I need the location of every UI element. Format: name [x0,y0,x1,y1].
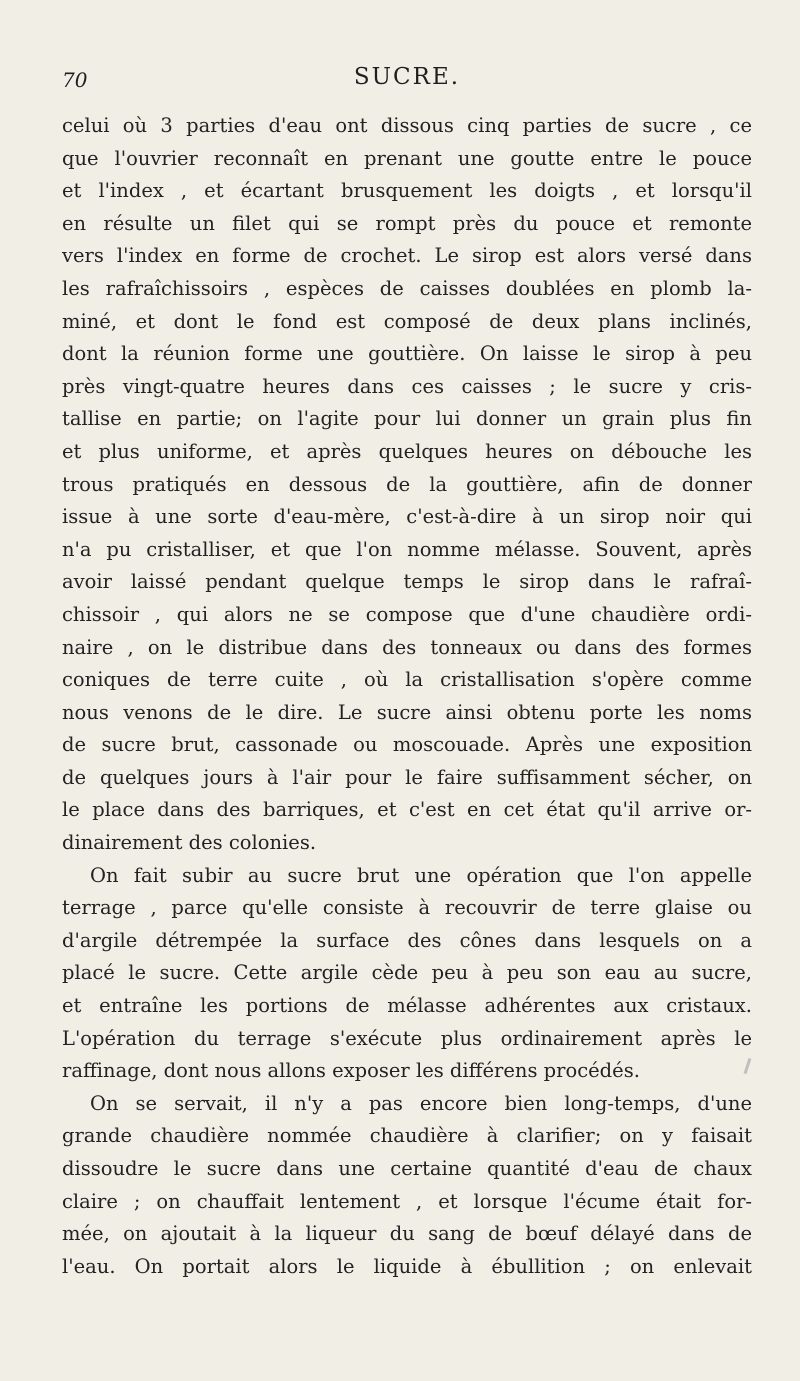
paragraph-start-line: On fait subir au sucre brut une opération que l'on appelle [90,863,752,887]
text-line: nous venons de le dire. Le sucre ainsi obtenu porte les noms [62,700,752,724]
text-line: et l'index , et écartant brusquement les doigts , et lorsqu'il [62,179,752,203]
text-line: les rafraîchissoirs , espèces de caisses doublées en plomb la- [62,276,752,300]
text-line: issue à une sorte d'eau-mère, c'est-à-dire à un sirop noir qui [62,505,752,529]
paragraph-start-line: On se servait, il n'y a pas encore bien long-temps, d'une [90,1091,752,1115]
text-line: de quelques jours à l'air pour le faire suffisamment sécher, on [62,765,752,789]
text-line: le place dans des barriques, et c'est en cet état qu'il arrive or- [62,798,752,822]
text-line: celui où 3 parties d'eau ont dissous cinq parties de sucre , ce [62,114,752,137]
text-line: coniques de terre cuite , où la cristallisation s'opère comme [62,668,752,692]
text-line: chissoir , qui alors ne se compose que d'une chaudière ordi- [62,602,752,626]
text-line: L'opération du terrage s'exécute plus ordinairement après le [62,1026,752,1050]
text-line: dont la réunion forme une gouttière. On laisse le sirop à peu [62,342,752,366]
text-line: d'argile détrempée la surface des cônes dans lesquels on a [62,928,752,952]
text-line: l'eau. On portait alors le liquide à ébullition ; on enlevait [62,1254,752,1278]
text-line: claire ; on chauffait lentement , et lorsque l'écume était for- [62,1189,752,1213]
text-line: vers l'index en forme de crochet. Le sirop est alors versé dans [62,244,752,268]
text-line: que l'ouvrier reconnaît en prenant une goutte entre le pouce [62,146,752,170]
text-line: en résulte un filet qui se rompt près du pouce et remonte [62,211,752,235]
text-line: avoir laissé pendant quelque temps le sirop dans le rafraî- [62,570,752,594]
text-line: mée, on ajoutait à la liqueur du sang de bœuf délayé dans de [62,1222,752,1246]
paragraph-end-line: dinairement des colonies. [62,831,317,855]
text-line: placé le sucre. Cette argile cède peu à peu son eau au sucre, [62,961,752,985]
text-line: tallise en partie; on l'agite pour lui donner un grain plus fin [62,407,752,431]
text-line: et entraîne les portions de mélasse adhérentes aux cristaux. [62,994,752,1018]
text-line: et plus uniforme, et après quelques heures on débouche les [62,439,752,463]
text-line: de sucre brut, cassonade ou moscouade. Après une exposition [62,733,752,757]
text-line: terrage , parce qu'elle consiste à recouvrir de terre glaise ou [62,896,752,920]
text-line: n'a pu cristalliser, et que l'on nomme mélasse. Souvent, après [62,537,752,561]
paragraph-end-line: raffinage, dont nous allons exposer les différens procédés. [62,1059,640,1083]
text-line: grande chaudière nommée chaudière à clarifier; on y faisait [62,1124,752,1148]
text-line: miné, et dont le fond est composé de deux plans inclinés, [62,309,752,333]
body-text [62,110,752,1283]
text-line: dissoudre le sucre dans une certaine quantité d'eau de chaux [62,1157,752,1180]
text-line: naire , on le distribue dans des tonneaux ou dans des formes [62,635,752,659]
text-line: près vingt-quatre heures dans ces caisses ; le sucre y cris- [62,374,752,398]
running-head: SUCRE. [353,64,461,90]
page-header [62,64,752,104]
page-number: 70 [62,68,88,92]
text-line: trous pratiqués en dessous de la gouttière, afin de donner [62,472,752,496]
